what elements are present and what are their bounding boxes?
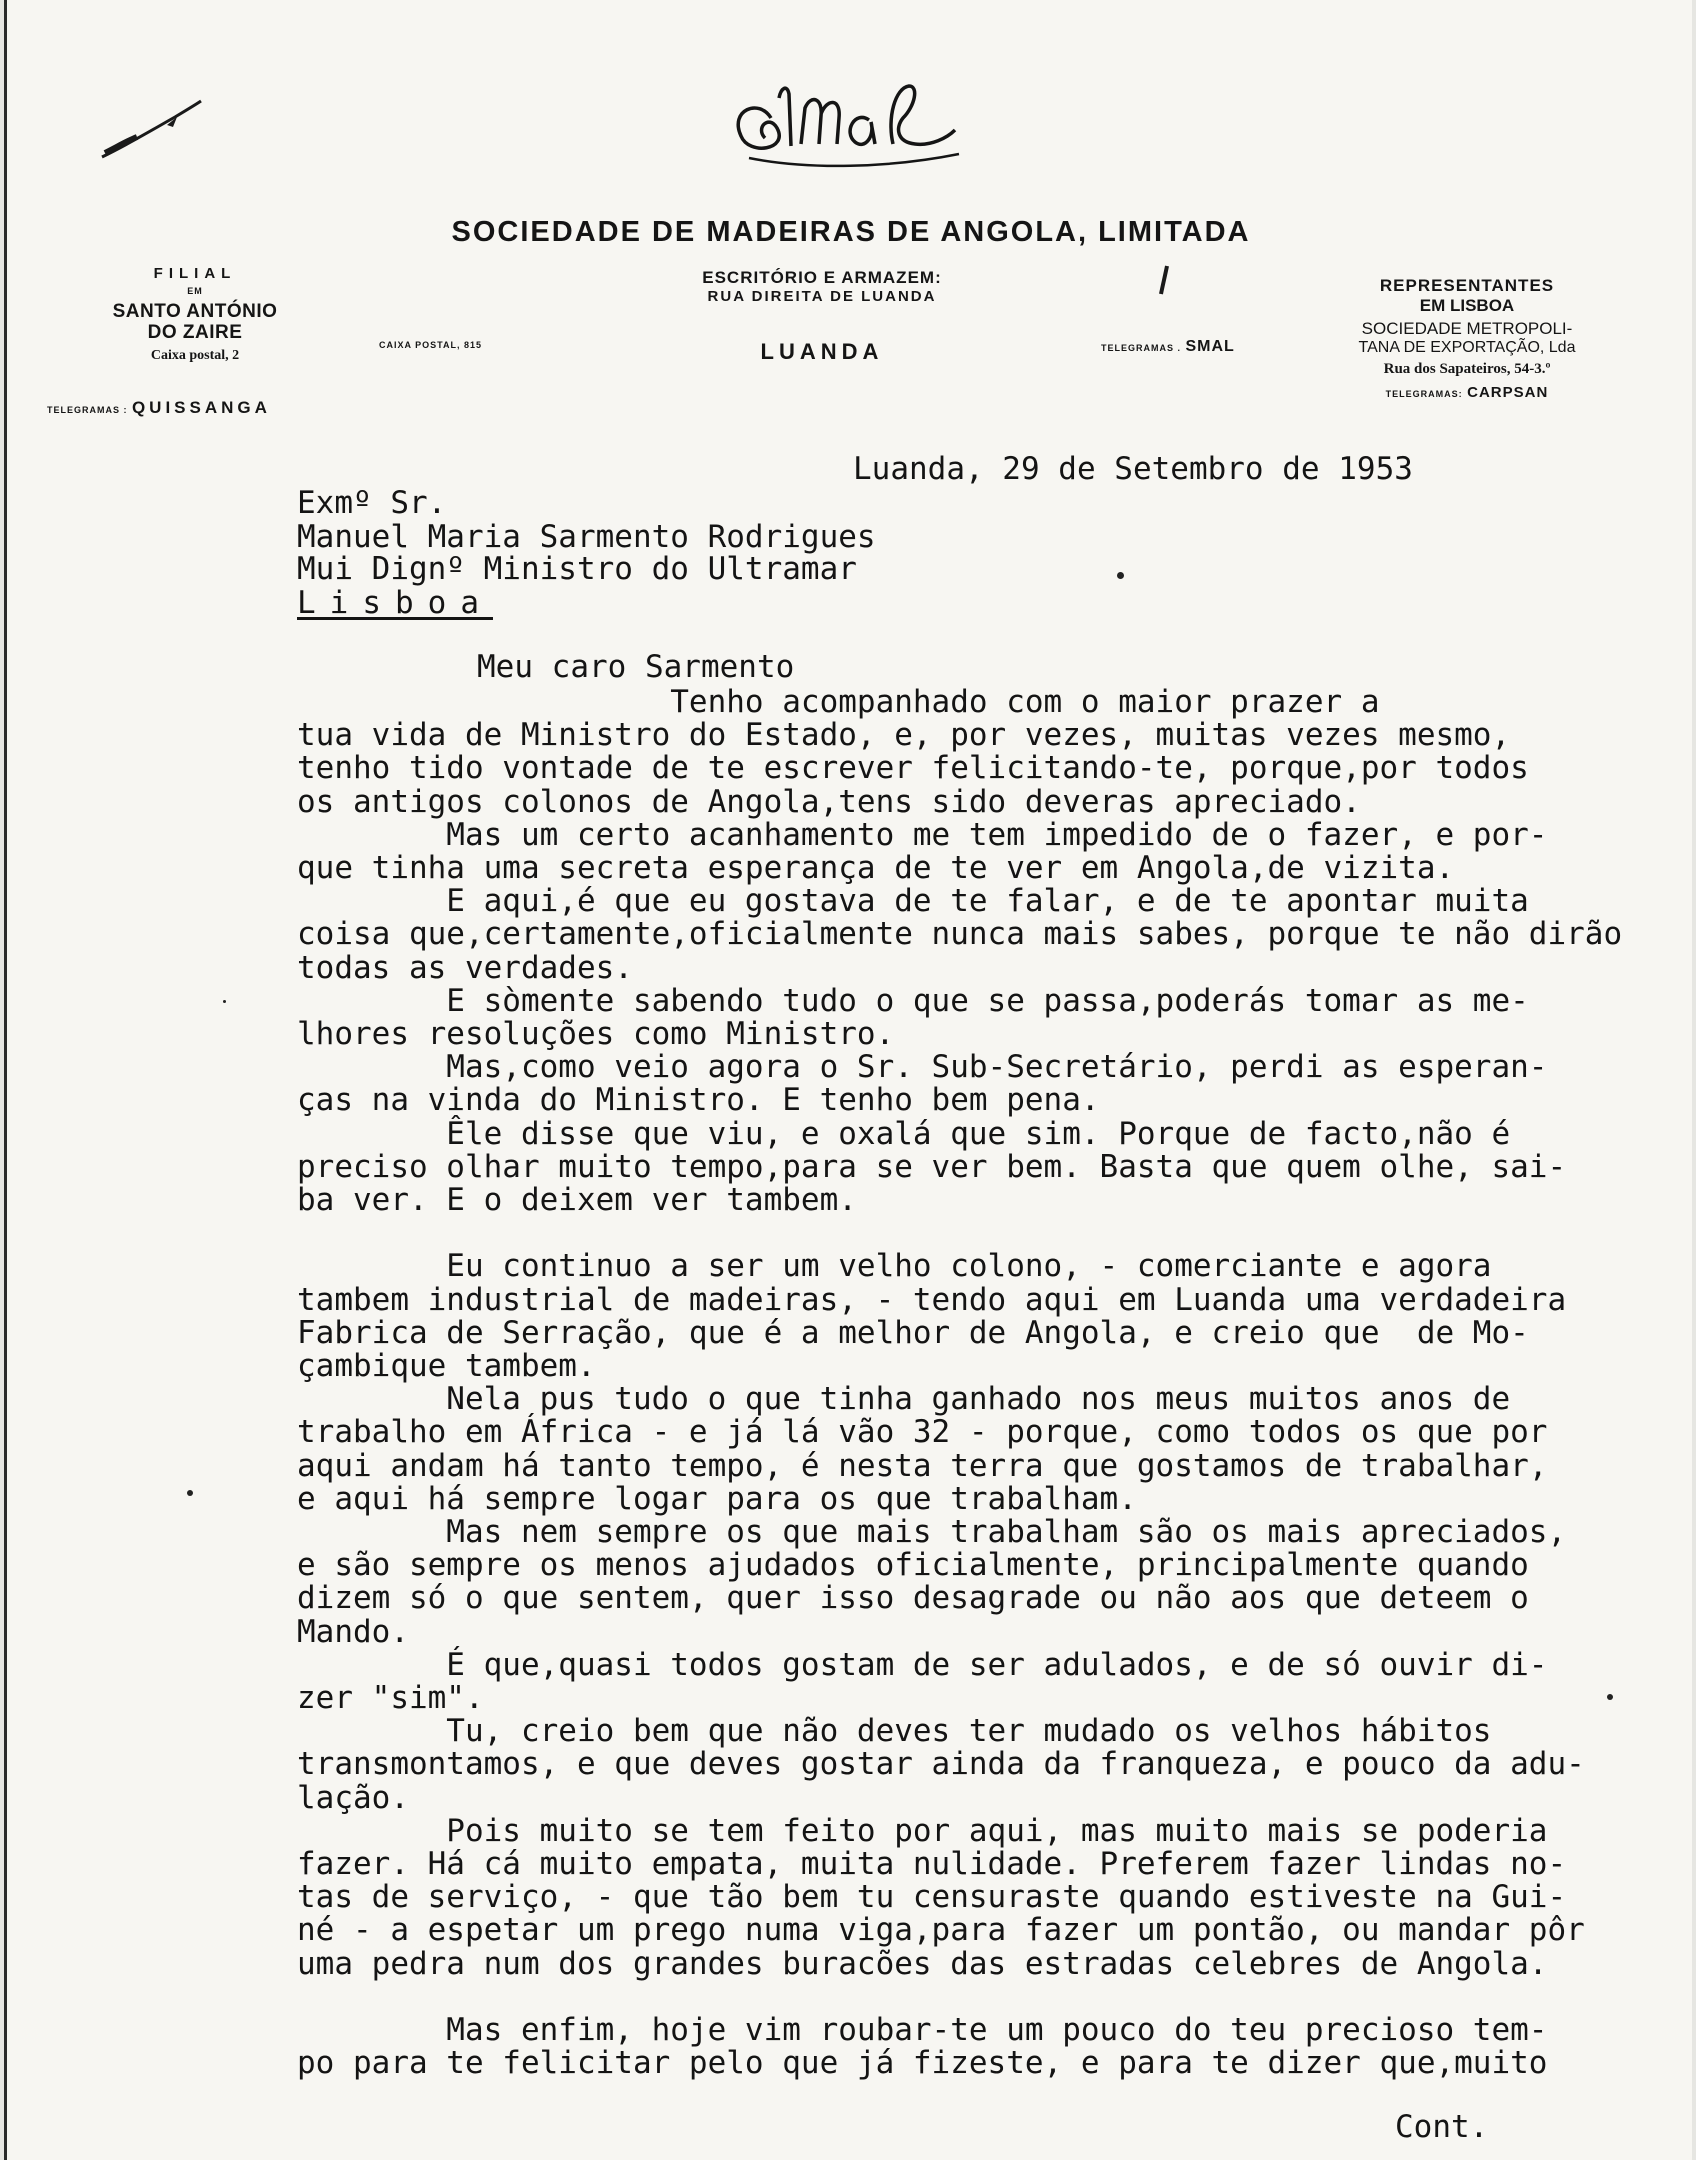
company-name: SOCIEDADE DE MADEIRAS DE ANGOLA, LIMITADA bbox=[451, 216, 1251, 248]
body-line: Mas enfim, hoje vim roubar-te um pouco do teu precioso tem- bbox=[297, 2012, 1548, 2048]
body-line: uma pedra num dos grandes buracões das estradas celebres de Angola. bbox=[297, 1945, 1548, 1982]
body-line: Mando. bbox=[297, 1613, 409, 1650]
letter-date: Luanda, 29 de Setembro de 1953 bbox=[853, 451, 1413, 487]
body-line: Tu, creio bem que não deves ter mudado os velhos hábitos bbox=[297, 1713, 1492, 1750]
branch-caixa: Caixa postal, 2 bbox=[150, 348, 240, 364]
body-line: po para te felicitar pelo que já fizeste, e para te dizer que,muito bbox=[297, 2045, 1548, 2082]
body-line: çambique tambem. bbox=[297, 1348, 596, 1384]
body-line: preciso olhar muito tempo,para se ver bem. Basta que quem olhe, sai- bbox=[297, 1148, 1567, 1185]
representatives-telegramas-value: CARPSAN bbox=[1467, 384, 1549, 402]
office-city: LUANDA bbox=[760, 338, 884, 364]
representatives-telegramas-label: TELEGRAMAS: bbox=[1385, 389, 1463, 400]
body-line: trabalho em África - e já lá vão 32 - porque, como todos os que por bbox=[297, 1414, 1548, 1451]
branch-place-line2: DO ZAIRE bbox=[147, 322, 243, 344]
scan-speck bbox=[1607, 1694, 1613, 1700]
branch-block bbox=[75, 265, 315, 364]
body-line: Tenho acompanhado com o maior prazer a bbox=[297, 684, 1380, 720]
body-line: fazer. Há cá muito empata, muita nulidade. Preferem fazer lindas no- bbox=[297, 1846, 1567, 1882]
body-line: E aqui,é que eu gostava de te falar, e de te apontar muita bbox=[297, 883, 1529, 920]
representatives-city: EM LISBOA bbox=[1419, 295, 1515, 315]
letter-page bbox=[4, 0, 1692, 2160]
body-line: Pois muito se tem feito por aqui, mas muito mais se poderia bbox=[297, 1812, 1548, 1849]
office-line1: ESCRITÓRIO E ARMAZEM: bbox=[702, 268, 942, 287]
body-line: E sòmente sabendo tudo o que se passa,poderás tomar as me- bbox=[297, 982, 1529, 1019]
body-line: Nela pus tudo o que tinha ganhado nos meus muitos anos de bbox=[297, 1381, 1511, 1418]
body-line: Mas,como veio agora o Sr. Sub-Secretário, perdi as esperan- bbox=[297, 1049, 1548, 1086]
body-line: e são sempre os menos ajudados oficialmente, principalmente quando bbox=[297, 1547, 1529, 1584]
recipient-line: Manuel Maria Sarmento Rodrigues bbox=[297, 519, 876, 555]
office-block bbox=[627, 268, 1017, 364]
pen-stroke-mark bbox=[97, 95, 207, 165]
representatives-company-line1: SOCIEDADE METROPOLI- bbox=[1361, 319, 1573, 339]
body-line: tenho tido vontade de te escrever felicitando-te, porque,por todos bbox=[297, 750, 1529, 787]
letter-body bbox=[297, 684, 1657, 2082]
scan-speck bbox=[187, 1490, 193, 1496]
body-line: dizem só o que sentem, quer isso desagrade ou não aos que deteem o bbox=[297, 1580, 1529, 1617]
recipient-line: Mui Dignº Ministro do Ultramar bbox=[297, 551, 857, 587]
company-logo bbox=[719, 58, 989, 188]
representatives-title: REPRESENTANTES bbox=[1379, 276, 1555, 295]
body-line: Mas nem sempre os que mais trabalham são os mais apreciados, bbox=[297, 1514, 1567, 1550]
scan-speck bbox=[223, 1000, 226, 1003]
ink-mark bbox=[1155, 262, 1175, 298]
office-telegramas-value: SMAL bbox=[1185, 338, 1235, 355]
body-line: aqui andam há tanto tempo, é nesta terra que gostamos de trabalhar, bbox=[297, 1447, 1548, 1484]
office-telegramas-label: TELEGRAMAS . bbox=[1101, 343, 1182, 353]
caixa-postal: CAIXA POSTAL, 815 bbox=[379, 340, 483, 350]
branch-place-line1: SANTO ANTÓNIO bbox=[112, 300, 278, 322]
branch-telegramas-value: QUISSANGA bbox=[131, 398, 271, 417]
branch-em: EM bbox=[187, 286, 203, 297]
body-line: né - a espetar um prego numa viga,para fazer um pontão, ou mandar pôr bbox=[297, 1912, 1585, 1949]
body-line: lação. bbox=[297, 1779, 409, 1816]
office-telegramas bbox=[1101, 338, 1235, 356]
scan-speck bbox=[1117, 572, 1124, 579]
body-line: tua vida de Ministro do Estado, e, por vezes, muitas vezes mesmo, bbox=[297, 717, 1511, 754]
branch-title: FILIAL bbox=[153, 265, 237, 282]
body-line: É que,quasi todos gostam de ser adulados, e de só ouvir di- bbox=[297, 1646, 1548, 1683]
body-line: tas de serviço, - que tão bem tu censuraste quando estiveste na Gui- bbox=[297, 1879, 1567, 1916]
body-line: todas as verdades. bbox=[297, 949, 633, 986]
office-line2: RUA DIREITA DE LUANDA bbox=[707, 287, 937, 305]
body-line: os antigos colonos de Angola,tens sido deveras apreciado. bbox=[297, 783, 1361, 820]
representatives-address: Rua dos Sapateiros, 54-3.º bbox=[1383, 361, 1551, 378]
body-line: Eu continuo a ser um velho colono, - comerciante e agora bbox=[297, 1248, 1492, 1285]
representatives-company-line2: TANA DE EXPORTAÇÃO, Lda bbox=[1358, 338, 1576, 356]
body-line: Mas um certo acanhamento me tem impedido de o fazer, e por- bbox=[297, 816, 1548, 853]
recipient-line: Exmº Sr. bbox=[297, 485, 447, 521]
body-line: ças na vinda do Ministro. E tenho bem pena. bbox=[297, 1082, 1100, 1119]
body-line: que tinha uma secreta esperança de te ver em Angola,de vizita. bbox=[297, 850, 1455, 886]
body-line: e aqui há sempre logar para os que trabalham. bbox=[297, 1480, 1137, 1517]
body-line: lhores resoluções como Ministro. bbox=[297, 1016, 895, 1052]
salutation: Meu caro Sarmento bbox=[477, 649, 795, 685]
recipient-city: Lisboa bbox=[297, 585, 493, 621]
body-line: zer "sim". bbox=[297, 1680, 484, 1716]
continuation-mark: Cont. bbox=[1395, 2109, 1489, 2145]
body-line: tambem industrial de madeiras, - tendo aqui em Luanda uma verdadeira bbox=[297, 1281, 1567, 1318]
branch-telegramas bbox=[47, 398, 347, 418]
body-line: transmontamos, e que deves gostar ainda da franqueza, e pouco da adu- bbox=[297, 1746, 1585, 1783]
body-line: coisa que,certamente,oficialmente nunca mais sabes, porque te não dirão bbox=[297, 916, 1623, 953]
branch-telegramas-label: TELEGRAMAS : bbox=[47, 405, 128, 415]
body-line: ba ver. E o deixem ver tambem. bbox=[297, 1182, 857, 1218]
representatives-block bbox=[1307, 276, 1627, 403]
body-line: Fabrica de Serração, que é a melhor de Angola, e creio que de Mo- bbox=[297, 1314, 1529, 1351]
body-line: Êle disse que viu, e oxalá que sim. Porque de facto,não é bbox=[297, 1115, 1511, 1152]
